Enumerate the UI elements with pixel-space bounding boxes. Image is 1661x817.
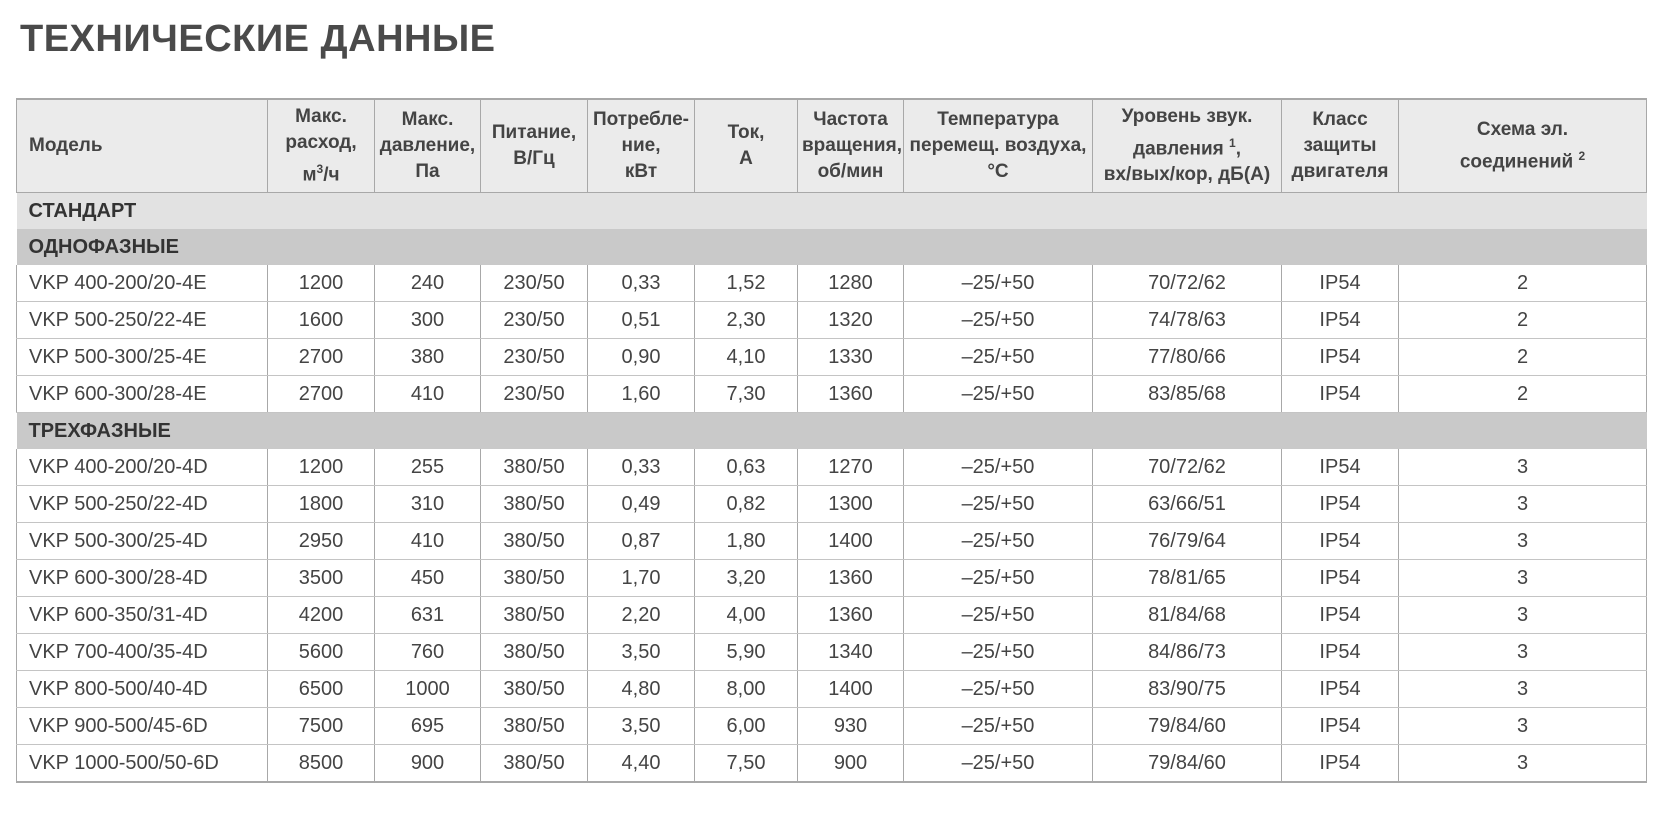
- cell-consumption: 4,40: [588, 745, 695, 783]
- cell-model: VKP 600-300/28-4E: [17, 376, 268, 413]
- cell-wiring-scheme: 3: [1399, 486, 1647, 523]
- header-max-pressure: Макс. давление, Па: [375, 99, 481, 193]
- table-row: [17, 339, 1647, 376]
- cell-air-temperature: –25/+50: [904, 634, 1093, 671]
- cell-sound-level: 63/66/51: [1093, 486, 1282, 523]
- cell-max-flow: 2950: [268, 523, 375, 560]
- cell-model: VKP 500-300/25-4D: [17, 523, 268, 560]
- cell-model: VKP 1000-500/50-6D: [17, 745, 268, 783]
- cell-sound-level: 78/81/65: [1093, 560, 1282, 597]
- cell-protection-class: IP54: [1282, 597, 1399, 634]
- section-single-phase: ОДНОФАЗНЫЕ: [17, 229, 1647, 265]
- cell-sound-level: 79/84/60: [1093, 708, 1282, 745]
- cell-power-supply: 380/50: [481, 708, 588, 745]
- cell-rotation-speed: 1400: [798, 523, 904, 560]
- cell-sound-level: 81/84/68: [1093, 597, 1282, 634]
- cell-protection-class: IP54: [1282, 302, 1399, 339]
- cell-model: VKP 500-250/22-4E: [17, 302, 268, 339]
- cell-air-temperature: –25/+50: [904, 265, 1093, 302]
- header-wiring-scheme: Схема эл. соединений $^2$: [1399, 99, 1647, 193]
- cell-current: 0,82: [695, 486, 798, 523]
- cell-consumption: 1,60: [588, 376, 695, 413]
- cell-current: 1,52: [695, 265, 798, 302]
- cell-max-flow: 1600: [268, 302, 375, 339]
- page-title: ТЕХНИЧЕСКИЕ ДАННЫЕ: [20, 18, 496, 60]
- cell-sound-level: 76/79/64: [1093, 523, 1282, 560]
- cell-air-temperature: –25/+50: [904, 560, 1093, 597]
- cell-consumption: 4,80: [588, 671, 695, 708]
- cell-rotation-speed: 930: [798, 708, 904, 745]
- cell-max-pressure: 450: [375, 560, 481, 597]
- table-row: [17, 708, 1647, 745]
- cell-rotation-speed: 1270: [798, 449, 904, 486]
- cell-rotation-speed: 1330: [798, 339, 904, 376]
- cell-consumption: 1,70: [588, 560, 695, 597]
- cell-rotation-speed: 1360: [798, 560, 904, 597]
- table-row: [17, 560, 1647, 597]
- cell-max-pressure: 410: [375, 523, 481, 560]
- header-air-temperature: Температура перемещ. воздуха, °С: [904, 99, 1093, 193]
- cell-wiring-scheme: 3: [1399, 597, 1647, 634]
- cell-sound-level: 83/85/68: [1093, 376, 1282, 413]
- cell-max-flow: 2700: [268, 376, 375, 413]
- table-row: [17, 376, 1647, 413]
- cell-air-temperature: –25/+50: [904, 671, 1093, 708]
- cell-max-flow: 1200: [268, 449, 375, 486]
- cell-power-supply: 380/50: [481, 449, 588, 486]
- cell-current: 0,63: [695, 449, 798, 486]
- cell-consumption: 0,51: [588, 302, 695, 339]
- cell-current: 8,00: [695, 671, 798, 708]
- cell-max-pressure: 300: [375, 302, 481, 339]
- cell-air-temperature: –25/+50: [904, 302, 1093, 339]
- cell-consumption: 2,20: [588, 597, 695, 634]
- cell-rotation-speed: 1360: [798, 597, 904, 634]
- header-power-supply: Питание, В/Гц: [481, 99, 588, 193]
- cell-max-flow: 7500: [268, 708, 375, 745]
- cell-protection-class: IP54: [1282, 265, 1399, 302]
- cell-wiring-scheme: 3: [1399, 745, 1647, 783]
- cell-power-supply: 380/50: [481, 671, 588, 708]
- cell-protection-class: IP54: [1282, 523, 1399, 560]
- cell-model: VKP 900-500/45-6D: [17, 708, 268, 745]
- cell-consumption: 0,49: [588, 486, 695, 523]
- table-header-row: [17, 99, 1647, 193]
- cell-rotation-speed: 900: [798, 745, 904, 783]
- cell-max-pressure: 900: [375, 745, 481, 783]
- table-row: [17, 265, 1647, 302]
- cell-max-pressure: 410: [375, 376, 481, 413]
- cell-sound-level: 84/86/73: [1093, 634, 1282, 671]
- cell-max-flow: 8500: [268, 745, 375, 783]
- cell-max-flow: 2700: [268, 339, 375, 376]
- cell-wiring-scheme: 3: [1399, 671, 1647, 708]
- cell-air-temperature: –25/+50: [904, 339, 1093, 376]
- cell-power-supply: 230/50: [481, 265, 588, 302]
- cell-model: VKP 700-400/35-4D: [17, 634, 268, 671]
- cell-current: 7,50: [695, 745, 798, 783]
- cell-wiring-scheme: 2: [1399, 302, 1647, 339]
- cell-wiring-scheme: 3: [1399, 634, 1647, 671]
- cell-model: VKP 500-250/22-4D: [17, 486, 268, 523]
- cell-protection-class: IP54: [1282, 671, 1399, 708]
- cell-current: 4,00: [695, 597, 798, 634]
- cell-power-supply: 230/50: [481, 376, 588, 413]
- cell-rotation-speed: 1320: [798, 302, 904, 339]
- cell-wiring-scheme: 2: [1399, 376, 1647, 413]
- cell-air-temperature: –25/+50: [904, 708, 1093, 745]
- cell-rotation-speed: 1400: [798, 671, 904, 708]
- table-row: [17, 597, 1647, 634]
- section-three-phase: ТРЕХФАЗНЫЕ: [17, 413, 1647, 450]
- cell-protection-class: IP54: [1282, 560, 1399, 597]
- cell-max-pressure: 380: [375, 339, 481, 376]
- cell-max-flow: 3500: [268, 560, 375, 597]
- cell-power-supply: 380/50: [481, 745, 588, 783]
- cell-air-temperature: –25/+50: [904, 523, 1093, 560]
- table-row: [17, 302, 1647, 339]
- table-row: [17, 634, 1647, 671]
- header-consumption: Потребле- ние, кВт: [588, 99, 695, 193]
- cell-sound-level: 79/84/60: [1093, 745, 1282, 783]
- cell-protection-class: IP54: [1282, 376, 1399, 413]
- table-row: [17, 449, 1647, 486]
- cell-wiring-scheme: 2: [1399, 265, 1647, 302]
- table-row: [17, 671, 1647, 708]
- header-sound-level: Уровень звук. давления $^1$, вх/вых/кор, дБ(А): [1093, 99, 1282, 193]
- cell-rotation-speed: 1360: [798, 376, 904, 413]
- cell-model: VKP 600-300/28-4D: [17, 560, 268, 597]
- cell-current: 3,20: [695, 560, 798, 597]
- header-current: Ток, А: [695, 99, 798, 193]
- cell-sound-level: 70/72/62: [1093, 449, 1282, 486]
- cell-consumption: 3,50: [588, 708, 695, 745]
- cell-sound-level: 74/78/63: [1093, 302, 1282, 339]
- cell-wiring-scheme: 2: [1399, 339, 1647, 376]
- cell-consumption: 0,33: [588, 265, 695, 302]
- cell-power-supply: 230/50: [481, 302, 588, 339]
- cell-rotation-speed: 1280: [798, 265, 904, 302]
- cell-max-pressure: 760: [375, 634, 481, 671]
- cell-consumption: 0,33: [588, 449, 695, 486]
- cell-sound-level: 77/80/66: [1093, 339, 1282, 376]
- cell-max-pressure: 240: [375, 265, 481, 302]
- cell-max-flow: 4200: [268, 597, 375, 634]
- cell-current: 4,10: [695, 339, 798, 376]
- cell-air-temperature: –25/+50: [904, 376, 1093, 413]
- cell-max-flow: 1800: [268, 486, 375, 523]
- cell-sound-level: 70/72/62: [1093, 265, 1282, 302]
- cell-max-flow: 6500: [268, 671, 375, 708]
- cell-max-flow: 5600: [268, 634, 375, 671]
- cell-power-supply: 380/50: [481, 597, 588, 634]
- cell-power-supply: 230/50: [481, 339, 588, 376]
- cell-air-temperature: –25/+50: [904, 449, 1093, 486]
- cell-wiring-scheme: 3: [1399, 560, 1647, 597]
- table-row: [17, 745, 1647, 783]
- cell-current: 7,30: [695, 376, 798, 413]
- cell-model: VKP 500-300/25-4E: [17, 339, 268, 376]
- cell-air-temperature: –25/+50: [904, 745, 1093, 783]
- cell-sound-level: 83/90/75: [1093, 671, 1282, 708]
- cell-power-supply: 380/50: [481, 560, 588, 597]
- cell-max-pressure: 695: [375, 708, 481, 745]
- table-row: [17, 523, 1647, 560]
- cell-max-pressure: 310: [375, 486, 481, 523]
- cell-protection-class: IP54: [1282, 634, 1399, 671]
- cell-max-pressure: 1000: [375, 671, 481, 708]
- cell-wiring-scheme: 3: [1399, 449, 1647, 486]
- cell-max-pressure: 631: [375, 597, 481, 634]
- cell-air-temperature: –25/+50: [904, 597, 1093, 634]
- technical-data-table: [16, 98, 1647, 783]
- cell-consumption: 0,90: [588, 339, 695, 376]
- cell-protection-class: IP54: [1282, 339, 1399, 376]
- header-rotation-speed: Частота вращения, об/мин: [798, 99, 904, 193]
- cell-model: VKP 400-200/20-4D: [17, 449, 268, 486]
- cell-wiring-scheme: 3: [1399, 523, 1647, 560]
- cell-power-supply: 380/50: [481, 523, 588, 560]
- cell-protection-class: IP54: [1282, 745, 1399, 783]
- header-max-flow: Макс. расход, $м^3/ч$: [268, 99, 375, 193]
- section-standard: СТАНДАРТ: [17, 193, 1647, 230]
- table-row: [17, 486, 1647, 523]
- cell-power-supply: 380/50: [481, 634, 588, 671]
- cell-max-flow: 1200: [268, 265, 375, 302]
- cell-rotation-speed: 1340: [798, 634, 904, 671]
- cell-max-pressure: 255: [375, 449, 481, 486]
- cell-protection-class: IP54: [1282, 449, 1399, 486]
- cell-current: 6,00: [695, 708, 798, 745]
- cell-protection-class: IP54: [1282, 486, 1399, 523]
- cell-power-supply: 380/50: [481, 486, 588, 523]
- header-protection-class: Класс защиты двигателя: [1282, 99, 1399, 193]
- cell-rotation-speed: 1300: [798, 486, 904, 523]
- cell-current: 2,30: [695, 302, 798, 339]
- cell-model: VKP 600-350/31-4D: [17, 597, 268, 634]
- cell-air-temperature: –25/+50: [904, 486, 1093, 523]
- cell-consumption: 3,50: [588, 634, 695, 671]
- header-model: Модель: [17, 99, 268, 193]
- cell-protection-class: IP54: [1282, 708, 1399, 745]
- cell-current: 1,80: [695, 523, 798, 560]
- cell-model: VKP 800-500/40-4D: [17, 671, 268, 708]
- cell-model: VKP 400-200/20-4E: [17, 265, 268, 302]
- cell-consumption: 0,87: [588, 523, 695, 560]
- cell-current: 5,90: [695, 634, 798, 671]
- cell-wiring-scheme: 3: [1399, 708, 1647, 745]
